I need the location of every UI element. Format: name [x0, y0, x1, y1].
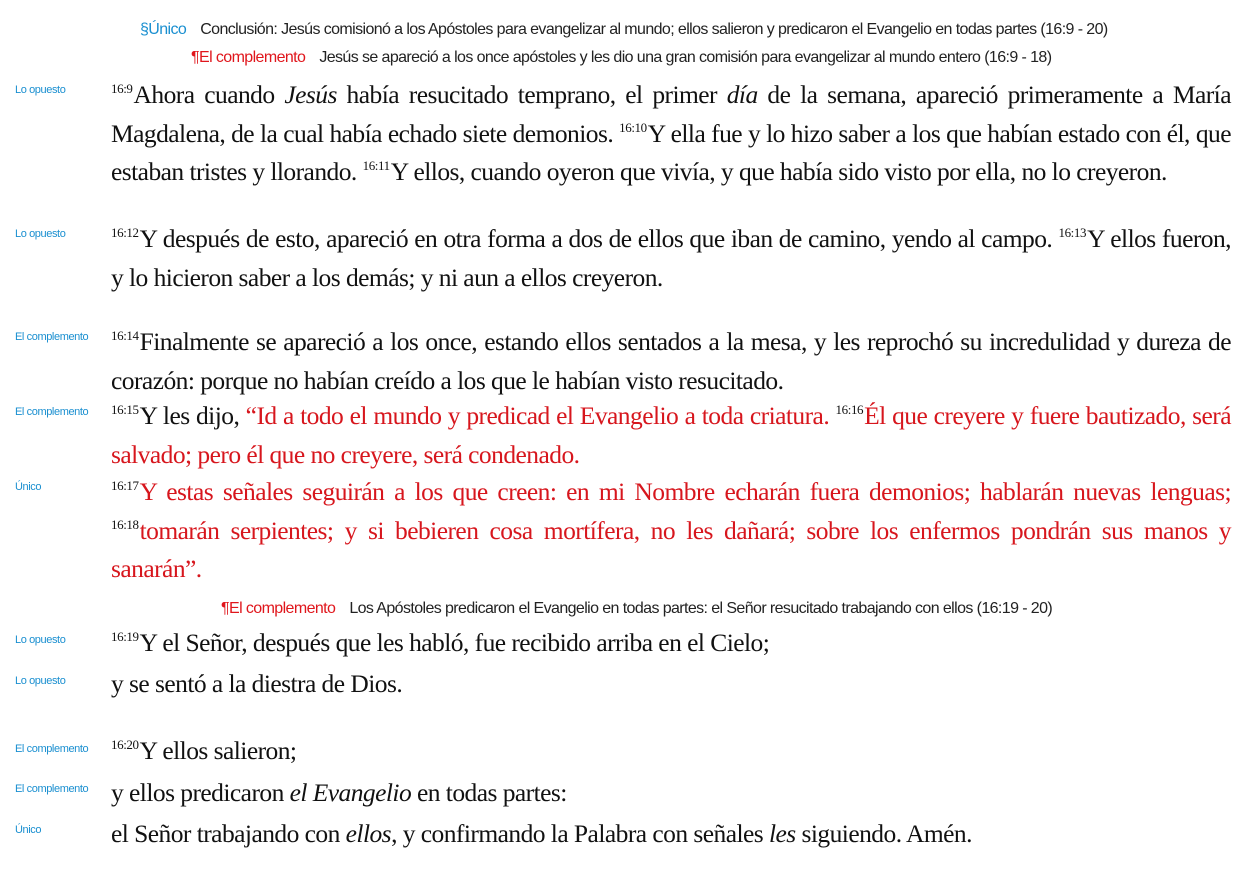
margin-label: El complemento [15, 331, 89, 343]
verse-block-15-16: $^{16:15}$Y les dijo, “Id a todo el mundo y predicad el Evangelio a toda criatura. $^{16:16}$Él que creyere y fuere bautizado, será salvado; pero él que no creyere, será condenado. [111, 401, 1232, 469]
subsection-heading-1 [191, 49, 1051, 67]
verse-number: 16:17 [111, 478, 139, 493]
margin-label: Único [15, 824, 42, 836]
margin-label: Lo opuesto [15, 84, 66, 96]
margin-label: El complemento [15, 743, 89, 755]
verse-line-20b: y ellos predicaron el Evangelio en todas partes: [111, 778, 567, 807]
margin-label: El complemento [15, 406, 89, 418]
verse-line-19a: $^{16:19}$Y el Señor, después que les habló, fue recibido arriba en el Cielo; [111, 628, 770, 657]
margin-label: Lo opuesto [15, 675, 66, 687]
verse-block-12-13: $^{16:12}$Y después de esto, apareció en otra forma a dos de ellos que iban de camino, yendo al campo. $^{16:13}$Y ellos fueron, y lo hicieron saber a los demás; y ni aun a ellos creyeron. [111, 224, 1232, 292]
margin-label: Lo opuesto [15, 634, 66, 646]
margin-label: Único [15, 481, 42, 493]
verse-line-20a: $^{16:20}$Y ellos salieron; [111, 736, 297, 765]
subsection-mark: ¶El complemento [221, 600, 336, 617]
verse-number: 16:19 [111, 629, 139, 644]
verse-number: 16:20 [111, 737, 139, 752]
verse-block-9-11: $^{16:9}$Ahora cuando Jesús había resucitado temprano, el primer día de la semana, apareció primeramente a María Magdalena, de la cual había echado siete demonios. $^{16:10}$Y ella fue y lo hizo saber a los que habían estado con él, que estaban tristes y llorando. $^{16:11}$Y ellos, cuando oyeron que vivía, y que había sido visto por ella, no lo creyeron. [111, 80, 1231, 186]
words-of-jesus: Él que creyere y fuere bautizado, será salvado; pero él que no creyere, será condenado. [111, 401, 1232, 469]
verse-block-17-18 [111, 475, 1231, 587]
section-heading-text: Conclusión: Jesús comisionó a los Apóstoles para evangelizar al mundo; ellos salieron y predicaron el Evangelio en todas partes (16:9 - 20) [200, 21, 1108, 38]
words-of-jesus: “Id a todo el mundo y predicad el Evangelio a toda criatura. [245, 401, 836, 430]
verse-number: 16:16 [835, 402, 864, 417]
section-heading-unico [140, 21, 1108, 39]
subsection-heading-text: Los Apóstoles predicaron el Evangelio en todas partes: el Señor resucitado trabajando con ellos (16:19 - 20) [349, 600, 1053, 617]
verse-number: 16:10 [619, 119, 647, 135]
subsection-heading-2 [221, 600, 1052, 618]
verse-number: 16:12 [111, 225, 139, 240]
verse-block-14: $^{16:14}$Finalmente se apareció a los once, estando ellos sentados a la mesa, y les reprochó su incredulidad y dureza de corazón: porque no habían creído a los que le habían visto resucitado. [111, 327, 1231, 395]
verse-number: 16:11 [362, 158, 390, 173]
verse-number: 16:13 [1058, 225, 1087, 240]
margin-label: El complemento [15, 783, 89, 795]
section-mark: §Único [140, 21, 187, 38]
verse-number: 16:15 [111, 402, 139, 417]
verse-line-20c: el Señor trabajando con ellos, y confirmando la Palabra con señales les siguiendo. Amén. [111, 819, 972, 848]
words-of-jesus: tomarán serpientes; y si bebieren cosa mortífera, no les dañará; sobre los enfermos pondrán sus manos y sanarán”. [111, 515, 1231, 583]
subsection-mark: ¶El complemento [191, 49, 306, 66]
verse-number: 16:9 [111, 81, 133, 96]
verse-number: 16:14 [111, 328, 139, 343]
verse-number: 16:18 [111, 516, 139, 532]
words-of-jesus: Y estas señales seguirán a los que creen: en mi Nombre echarán fuera demonios; hablarán nuevas lenguas; [139, 477, 1231, 506]
subsection-heading-text: Jesús se apareció a los once apóstoles y les dio una gran comisión para evangelizar al mundo entero (16:9 - 18) [319, 49, 1052, 66]
verse-line-19b: y se sentó a la diestra de Dios. [111, 669, 403, 698]
margin-label: Lo opuesto [15, 228, 66, 240]
